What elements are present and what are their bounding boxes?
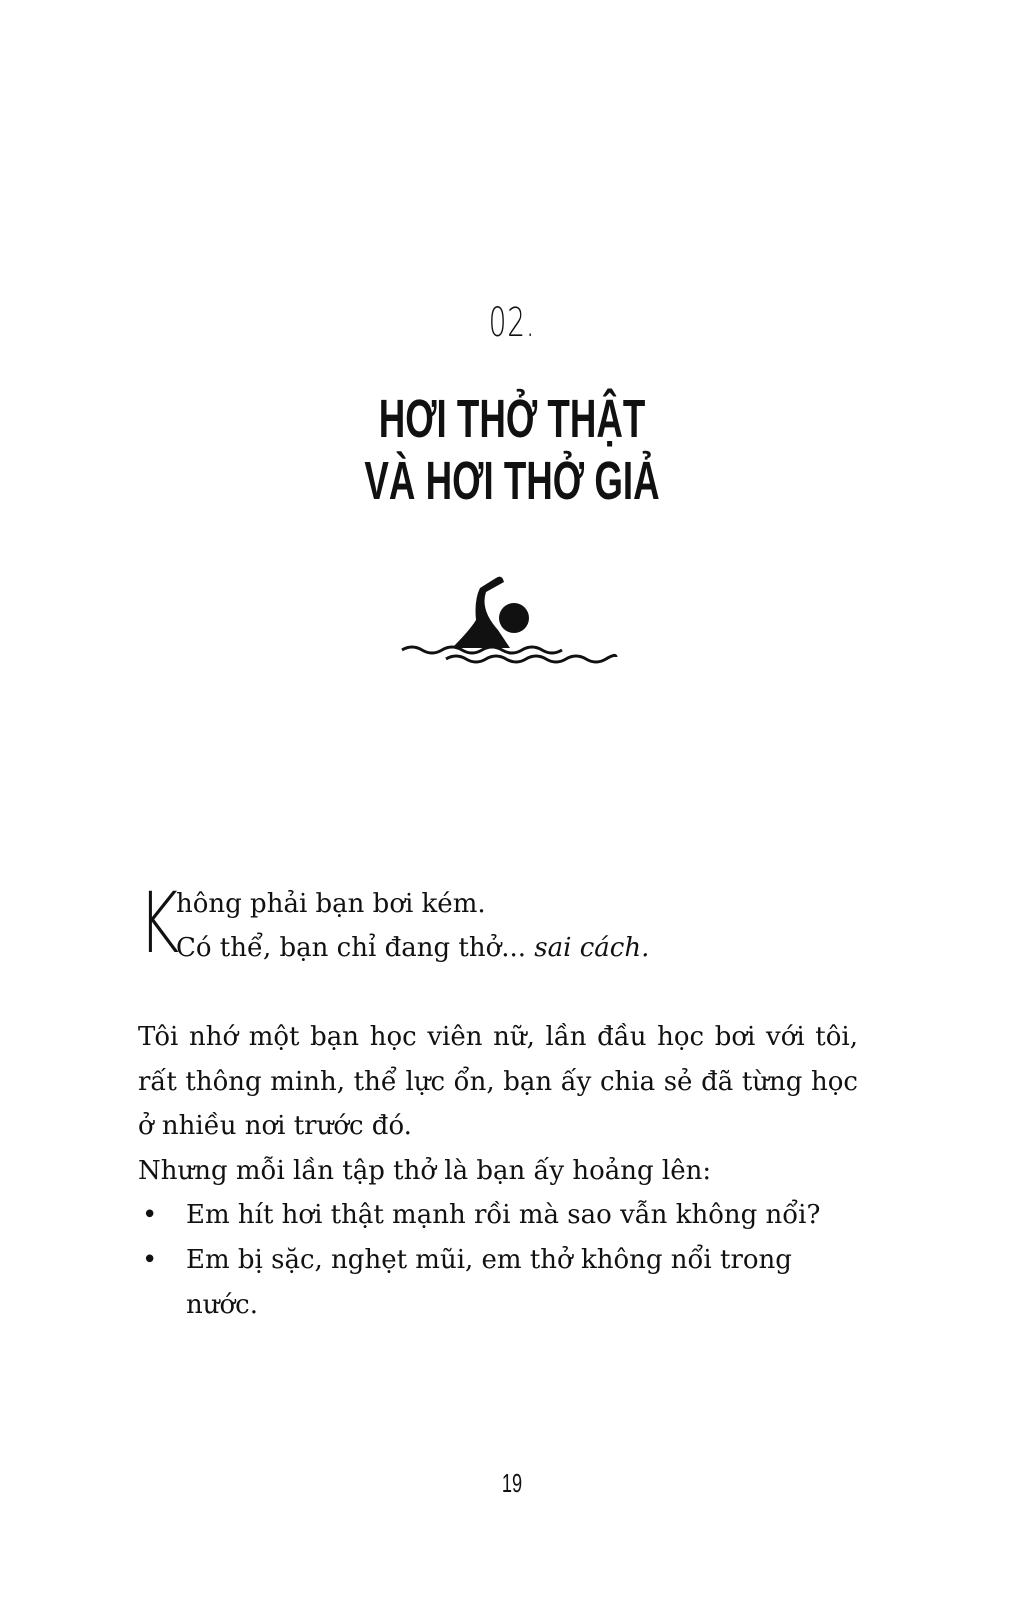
bullet-list <box>138 1193 858 1327</box>
paragraph: Tôi nhớ một bạn học viên nữ, lần đầu học bơi với tôi, rất thông minh, thể lực ổn, bạn ấy chia sẻ đã từng học ở nhiều nơi trước đó. <box>138 1022 858 1142</box>
page-number: 19 <box>501 1468 523 1498</box>
list-item <box>138 1238 858 1327</box>
swimmer-icon <box>400 570 620 674</box>
bullet-icon: • <box>142 1200 158 1231</box>
list-item-text: Em bị sặc, nghẹt mũi, em thở không nổi trong nước. <box>186 1244 792 1320</box>
list-item <box>138 1193 858 1238</box>
intro-line-1: hông phải bạn bơi kém. <box>176 889 486 919</box>
intro-line-2 <box>176 926 858 970</box>
chapter-number: 02. <box>488 300 536 346</box>
chapter-title-line-1: HƠI THỞ THẬT <box>378 389 646 449</box>
bullet-icon: • <box>142 1244 158 1275</box>
intro <box>138 874 858 972</box>
chapter-title <box>164 388 860 512</box>
intro-line-2-text: Có thể, bạn chỉ đang thở... <box>176 933 535 963</box>
intro-line-2-italic: sai cách. <box>534 933 650 963</box>
chapter-title-line-2: VÀ HƠI THỞ GIẢ <box>364 451 660 511</box>
paragraph: Nhưng mỗi lần tập thở là bạn ấy hoảng lên: <box>138 1155 712 1186</box>
drop-cap: K <box>138 874 180 972</box>
body-text <box>138 1015 858 1327</box>
list-item-text: Em hít hơi thật mạnh rồi mà sao vẫn không nổi? <box>186 1200 821 1231</box>
